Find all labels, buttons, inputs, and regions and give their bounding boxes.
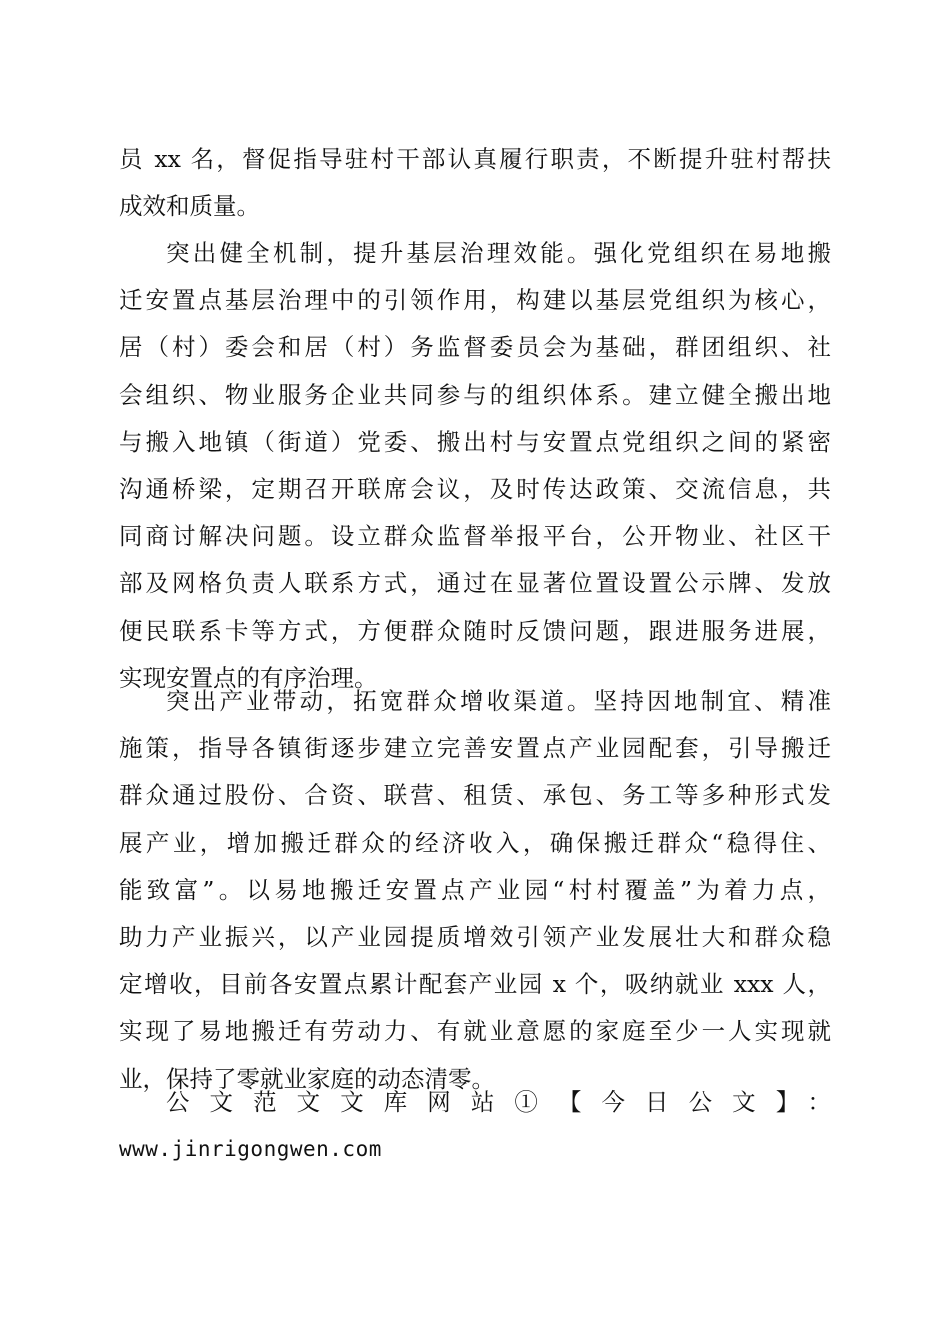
footer-url-link[interactable]: www.jinrigongwen.com: [119, 1137, 382, 1162]
paragraph-line: 展产业，增加搬迁群众的经济收入，确保搬迁群众“稳得住、: [119, 828, 831, 857]
paragraph-line: 同商讨解决问题。设立群众监督举报平台，公开物业、社区干: [119, 522, 831, 551]
paragraph-line: 便民联系卡等方式，方便群众随时反馈问题，跟进服务进展，: [119, 616, 831, 645]
paragraph-line: 施策，指导各镇街逐步建立完善安置点产业园配套，引导搬迁: [119, 734, 831, 763]
paragraph-industry: [119, 678, 831, 1103]
paragraph-line: 沟通桥梁，定期召开联席会议，及时传达政策、交流信息，共: [119, 474, 831, 503]
paragraph-line: 群众通过股份、合资、联营、租赁、承包、务工等多种形式发: [119, 781, 831, 810]
footer-source: [119, 1079, 831, 1173]
paragraph-mechanism: [119, 230, 831, 702]
paragraph-line: 居（村）委会和居（村）务监督委员会为基础，群团组织、社: [119, 333, 831, 362]
paragraph-line: 会组织、物业服务企业共同参与的组织体系。建立健全搬出地: [119, 380, 831, 409]
paragraph-line: 突出健全机制，提升基层治理效能。强化党组织在易地搬: [166, 239, 831, 267]
paragraph-line: 员 xx 名，督促指导驻村干部认真履行职责，不断提升驻村帮扶: [119, 145, 831, 173]
paragraph-line: 迁安置点基层治理中的引领作用，构建以基层党组织为核心，: [119, 286, 831, 315]
paragraph-line: 业，保持了零就业家庭的动态清零。: [119, 1064, 495, 1093]
paragraph-intro: [119, 136, 831, 230]
paragraph-line: 部及网格负责人联系方式，通过在显著位置设置公示牌、发放: [119, 569, 831, 598]
paragraph-line: 能致富”。以易地搬迁安置点产业园“村村覆盖”为着力点，: [119, 875, 831, 904]
paragraph-line: 突出产业带动，拓宽群众增收渠道。坚持因地制宜、精准: [166, 687, 831, 715]
paragraph-line: 实现了易地搬迁有劳动力、有就业意愿的家庭至少一人实现就: [119, 1017, 831, 1046]
paragraph-line: 定增收，目前各安置点累计配套产业园 x 个，吸纳就业 xxx 人，: [119, 970, 831, 999]
paragraph-line: 与搬入地镇（街道）党委、搬出村与安置点党组织之间的紧密: [119, 427, 831, 456]
footer-label: 公文范文文库网站①【今日公文】：: [166, 1088, 831, 1116]
paragraph-line: 实现安置点的有序治理。: [119, 663, 378, 692]
paragraph-line: 成效和质量。: [119, 192, 260, 221]
paragraph-line: 助力产业振兴，以产业园提质增效引领产业发展壮大和群众稳: [119, 922, 831, 951]
